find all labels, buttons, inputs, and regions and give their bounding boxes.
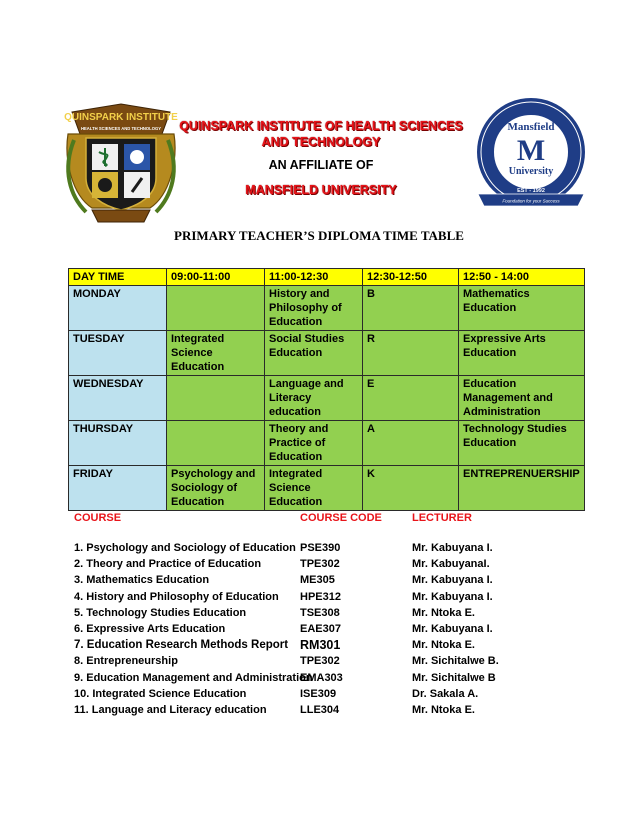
slot-cell: Education Management and Administration (459, 376, 585, 421)
course-lecturer: Mr. Kabuyana I. (412, 542, 493, 555)
course-lecturer: Mr. Ntoka E. (412, 639, 475, 652)
course-lecturer: Mr. KabuyanaI. (412, 558, 490, 571)
institute-name-line1: QUINSPARK INSTITUTE OF HEALTH SCIENCES (179, 119, 463, 133)
slot-cell: Expressive Arts Education (459, 331, 585, 376)
list-item (74, 686, 552, 702)
course-name: 7. Education Research Methods Report (74, 639, 289, 652)
course-code: RM301 (300, 638, 341, 653)
course-name: 5. Technology Studies Education (74, 606, 247, 619)
timetable-header-row (69, 269, 585, 286)
right-logo-university: University (508, 166, 554, 177)
course-name: 1. Psychology and Sociology of Education (74, 542, 296, 555)
list-item (74, 670, 552, 686)
list-item (74, 589, 552, 605)
course-lecturer: Mr. Ntoka E. (412, 703, 475, 716)
course-code: PSE390 (300, 542, 341, 555)
slot-cell: Integrated Science Education (167, 331, 265, 376)
day-cell: FRIDAY (69, 466, 167, 511)
course-code: EMA303 (300, 671, 343, 684)
university-name: MANSFIELD UNIVERSITY (245, 183, 397, 197)
mansfield-seal-icon (474, 94, 588, 216)
header-day-time: DAY TIME (69, 269, 167, 286)
slot-cell: Technology Studies Education (459, 421, 585, 466)
course-code: ME305 (300, 574, 335, 587)
course-name: 2. Theory and Practice of Education (74, 558, 262, 571)
course-list (74, 510, 552, 718)
course-name: 10. Integrated Science Education (74, 687, 247, 700)
timetable (68, 268, 585, 511)
header-slot-3: 12:50 - 14:00 (459, 269, 585, 286)
course-name: 3. Mathematics Education (74, 574, 210, 587)
table-row (69, 466, 585, 511)
course-name: 11. Language and Literacy education (74, 703, 267, 716)
course-lecturer: Mr. Ntoka E. (412, 606, 475, 619)
right-logo-est: EST - 1992 (517, 188, 545, 194)
header-slot-2: 11:00-12:30 (265, 269, 363, 286)
list-item (74, 621, 552, 637)
slot-cell: Social Studies Education (265, 331, 363, 376)
slot-cell: Psychology and Sociology of Education (167, 466, 265, 511)
break-cell: K (363, 466, 459, 511)
course-code: TPE302 (300, 558, 340, 571)
quinspark-crest-icon (62, 100, 180, 228)
slot-cell: Integrated Science Education (265, 466, 363, 511)
course-name: 8. Entrepreneurship (74, 655, 178, 668)
break-cell: R (363, 331, 459, 376)
course-lecturer: Mr. Kabuyana I. (412, 574, 493, 587)
course-name: 4. History and Philosophy of Education (74, 590, 279, 603)
left-logo-banner: QUINSPARK INSTITUTE (64, 112, 178, 123)
day-cell: WEDNESDAY (69, 376, 167, 421)
table-row (69, 286, 585, 331)
list-item (74, 653, 552, 669)
break-cell: E (363, 376, 459, 421)
right-logo-name: Mansfield (507, 121, 555, 133)
list-item (74, 702, 552, 718)
right-logo-letter: M (516, 134, 546, 167)
left-logo-sub: HEALTH SCIENCES AND TECHNOLOGY (80, 126, 162, 131)
slot-cell: Theory and Practice of Education (265, 421, 363, 466)
page-title: PRIMARY TEACHER’S DIPLOMA TIME TABLE (174, 228, 464, 243)
slot-cell (167, 376, 265, 421)
course-header: COURSE (74, 512, 122, 524)
affiliate-text: AN AFFILIATE OF (268, 158, 374, 172)
header-slot-1: 09:00-11:00 (167, 269, 265, 286)
slot-cell (167, 286, 265, 331)
course-name: 9. Education Management and Administration (74, 671, 313, 684)
table-row (69, 331, 585, 376)
course-name: 6. Expressive Arts Education (74, 623, 226, 636)
course-lecturer: Mr. Kabuyana I. (412, 590, 493, 603)
list-item (74, 605, 552, 621)
course-code: HPE312 (300, 590, 341, 603)
slot-cell: ENTREPRENUERSHIP (459, 466, 585, 511)
slot-cell: Language and Literacy education (265, 376, 363, 421)
course-code: LLE304 (300, 703, 340, 716)
list-item (74, 637, 552, 653)
course-lecturer: Mr. Sichitalwe B. (412, 655, 499, 668)
course-list-header (74, 510, 552, 526)
slot-cell: History and Philosophy of Education (265, 286, 363, 331)
slot-cell (167, 421, 265, 466)
list-item (74, 540, 552, 556)
institute-name-line2: AND TECHNOLOGY (261, 135, 381, 149)
lecturer-header: LECTURER (412, 512, 472, 524)
break-cell: A (363, 421, 459, 466)
course-code: TSE308 (300, 606, 340, 619)
course-code: EAE307 (300, 623, 341, 636)
right-logo-motto: Foundation for your Success (502, 198, 560, 204)
mansfield-logo (474, 94, 588, 216)
day-cell: MONDAY (69, 286, 167, 331)
course-lecturer: Dr. Sakala A. (412, 687, 479, 700)
course-lecturer: Mr. Kabuyana I. (412, 623, 493, 636)
header-break: 12:30-12:50 (363, 269, 459, 286)
course-lecturer: Mr. Sichitalwe B (412, 671, 496, 684)
day-cell: THURSDAY (69, 421, 167, 466)
day-cell: TUESDAY (69, 331, 167, 376)
break-cell: B (363, 286, 459, 331)
course-code-header: COURSE CODE (300, 512, 382, 524)
table-row (69, 376, 585, 421)
course-code: ISE309 (300, 687, 337, 700)
table-row (69, 421, 585, 466)
list-item (74, 556, 552, 572)
list-item (74, 572, 552, 588)
slot-cell: Mathematics Education (459, 286, 585, 331)
quinspark-logo (62, 100, 180, 228)
course-code: TPE302 (300, 655, 340, 668)
